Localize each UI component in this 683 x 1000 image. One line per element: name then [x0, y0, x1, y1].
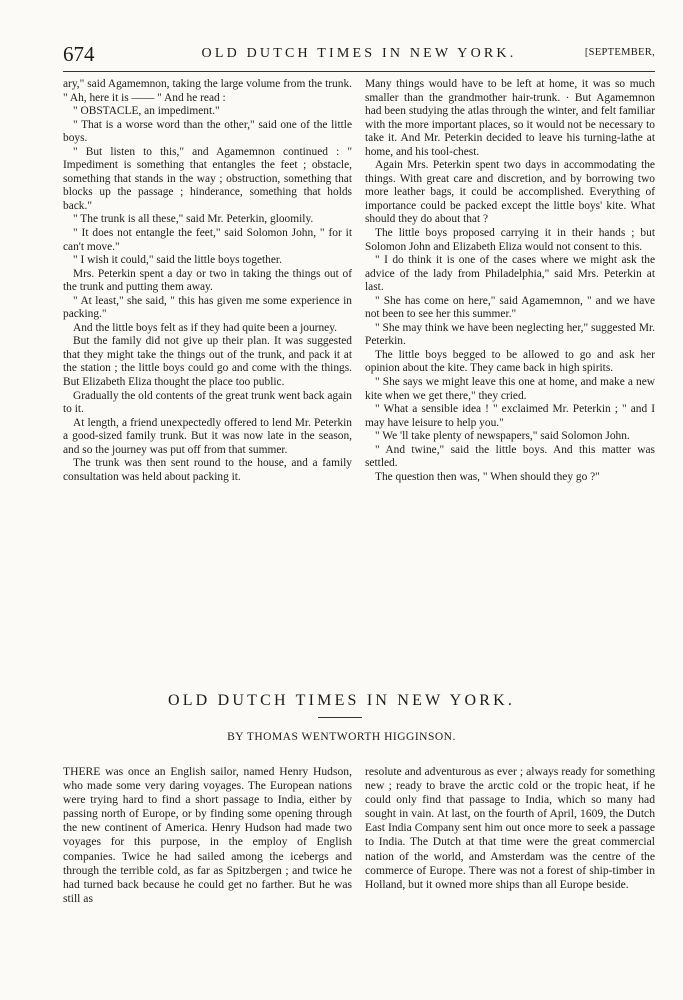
page-header — [63, 42, 655, 66]
paragraph: " She may think we have been neglecting her," suggested Mr. Peterkin. — [365, 321, 655, 348]
title-rule — [318, 717, 362, 718]
paragraph: Many things would have to be left at home, it was so much smaller than the grandmother hair-trunk. · But Agamemnon had been studying the atlas through the winter, and felt familiar with the more important places, so it would not be necessary to take it. And Mr. Peterkin decided to leave his turning-lathe at home, and his tool-chest. — [365, 78, 655, 158]
header-rule — [63, 71, 655, 72]
paragraph: The little boys proposed carrying it in their hands ; but Solomon John and Elizabeth Eliza would not consent to this. — [365, 227, 655, 253]
paragraph: " The trunk is all these," said Mr. Peterkin, gloomily. — [73, 213, 314, 226]
paragraph: " At least," she said, " this has given me some experience in packing." — [63, 294, 352, 321]
paragraph: " And twine," said the little boys. And this matter was settled. — [365, 443, 655, 470]
paragraph: Mrs. Peterkin spent a day or two in taking the things out of the trunk and putting them away. — [63, 267, 352, 294]
paragraph: At length, a friend unexpectedly offered to lend Mr. Peterkin a good-sized family trunk. But it was now late in the season, and so the journey was put off from that summer. — [63, 416, 352, 456]
page-number: 674 — [63, 42, 95, 66]
paragraph: And the little boys felt as if they had quite been a journey. — [73, 321, 338, 334]
paragraph: " OBSTACLE, an impediment." — [73, 105, 220, 118]
paragraph: " She has come on here," said Agamemnon, " and we have not been to see her this summer." — [365, 294, 655, 321]
paragraph: " I wish it could," said the little boys together. — [73, 254, 282, 267]
paragraph: But the family did not give up their plan. It was suggested that they might take the things out of the trunk, and pack it at the station ; the little boys could go and come with the things. But Elizabeth Eliza thought the place too public. — [63, 335, 352, 389]
paragraph: " That is a worse word than the other," said one of the little boys. — [63, 118, 352, 145]
article-left-column — [63, 765, 352, 906]
upper-left-column — [63, 78, 352, 484]
upper-right-column — [365, 78, 655, 484]
paragraph: resolute and adventurous as ever ; always ready for something new ; ready to brave the arctic cold or the tropic heat, if he could only find that passage to India, which so many had sought in vain. At last, on the fourth of April, 1609, the Dutch East India Company sent him out once more to seek a passage to India. The Dutch at that time were the great commercial nation of the world, and Amsterdam was the centre of the commerce of Europe. There was not a forest of ship-timber in Holland, but it owned more ships than all Europe beside. — [365, 765, 655, 891]
paragraph: " We 'll take plenty of newspapers," said Solomon John. — [375, 430, 630, 443]
paragraph: " I do think it is one of the cases where we might ask the advice of the lady from Philadelphia," said Mrs. Peterkin at last. — [365, 254, 655, 294]
paragraph: The question then was, " When should they go ?" — [375, 470, 600, 483]
article-right-column — [365, 765, 655, 892]
paragraph: Again Mrs. Peterkin spent two days in accommodating the things. With great care and discretion, and by borrowing two more leather bags, it could be accomplished. Everything of importance could be packed except the little boys' kite. What should they do about that ? — [365, 159, 655, 226]
article-title: OLD DUTCH TIMES IN NEW YORK. — [167, 692, 516, 709]
paragraph: Gradually the old contents of the great trunk went back again to it. — [63, 389, 352, 416]
paragraph: " She says we might leave this one at home, and make a new kite when we get there," they cried. — [365, 376, 655, 402]
paragraph: " It does not entangle the feet," said Solomon John, " for it can't move." — [63, 227, 352, 253]
paragraph: The little boys begged to be allowed to go and ask her opinion about the kite. They came back in high spirits. — [365, 348, 655, 375]
paragraph: ary," said Agamemnon, taking the large volume from the trunk. " Ah, here it is —— " And he read : — [63, 78, 352, 104]
paragraph: " What a sensible idea ! " exclaimed Mr. Peterkin ; " and I may have leisure to help you." — [365, 403, 655, 429]
running-month: [SEPTEMBER, — [584, 47, 655, 58]
byline: BY THOMAS WENTWORTH HIGGINSON. — [227, 731, 456, 743]
paragraph: " But listen to this," and Agamemnon continued : " Impediment is something that entangles the feet ; obstacle, something that stands in the way ; obstruction, something that blocks up the passage ; hinderance, something that holds back." — [63, 145, 352, 212]
paragraph: The trunk was then sent round to the house, and a family consultation was held about packing it. — [63, 457, 352, 483]
running-title: OLD DUTCH TIMES IN NEW YORK. — [201, 46, 517, 61]
paragraph: THERE was once an English sailor, named Henry Hudson, who made some very daring voyages. The European nations were trying hard to find a short passage to India, either by passing north of Europe, or by finding some opening through the new continent of America. Henry Hudson had made two voyages for this purpose, in the employ of English companies. Twice he had sailed among the icebergs and through the terrible cold, as far as Spitzbergen ; and twice he had turned back because he could get no farther. But he was still as — [63, 765, 352, 905]
